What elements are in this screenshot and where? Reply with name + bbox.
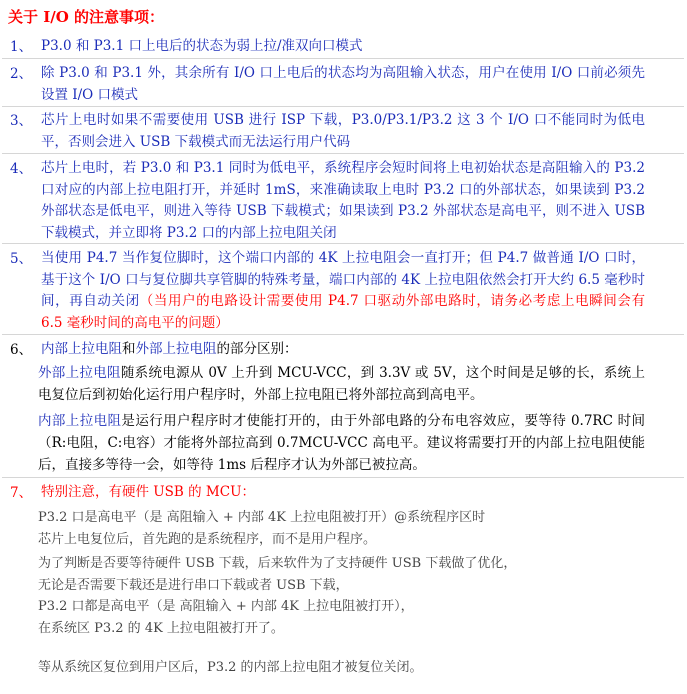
heading-suffix: 的部分区别： xyxy=(216,341,298,357)
item-number: 3、 xyxy=(10,113,33,129)
item-text: P3.0 和 P3.1 口上电后的状态为弱上拉/准双向口模式 xyxy=(41,38,363,54)
item-number: 7、 xyxy=(10,485,33,501)
usb-note-paragraph-1 xyxy=(38,507,645,550)
external-pullup-label: 外部上拉电阻 xyxy=(38,365,121,381)
item-text: 除 P3.0 和 P3.1 外，其余所有 I/O 口上电后的状态均为高阻输入状态，用户在使用 I/O 口前必须先设置 I/O 口模式 xyxy=(41,65,645,103)
item-text xyxy=(41,248,645,334)
divider xyxy=(2,153,684,154)
usb-note-line: P3.2 口是高电平（是 高阻输入 + 内部 4K 上拉电阻被打开）@系统程序区时 xyxy=(38,510,486,525)
internal-pullup-paragraph xyxy=(38,410,645,476)
item-text: 芯片上电时，若 P3.0 和 P3.1 同时为低电平，系统程序会短时间将上电初始状态是高阻输入的 P3.2 口对应的内部上拉电阻打开，并延时 1mS，来准确读取上电时 P3.2 口的外部状态，如果读到 P3.2 外部状态是低电平，则进入等待 USB 下载模式；如果读到 P3.2 外部状态是高电平，则不进入 USB 下载模式，并立即将 P3.2 口的内部上拉电阻关闭 xyxy=(41,160,645,241)
usb-note-paragraph-2 xyxy=(38,553,645,639)
usb-note-line: P3.2 口都是高电平（是 高阻输入 + 内部 4K 上拉电阻被打开）， xyxy=(38,599,414,614)
item-number: 2、 xyxy=(10,66,33,82)
divider xyxy=(2,58,684,59)
internal-pullup-label: 内部上拉电阻 xyxy=(38,413,122,429)
usb-note-line: 为了判断是否要等待硬件 USB 下载，后来软件为了支持硬件 USB 下载做了优化， xyxy=(38,556,517,571)
item-warning-note: （当用户的电路设计需要使用 P4.7 口驱动外部电路时，请务必考虑上电瞬间会有 6.5 毫秒时间的高电平的问题） xyxy=(41,293,645,331)
item-text-main: 当使用 P4.7 当作复位脚时，这个端口内部的 4K 上拉电阻会一直打开；但 P4.7 做普通 I/O 口时，基于这个 I/O 口与复位脚共享管脚的特殊考量，端口内部的 4K 上拉电阻依然会打开大约 6.5 毫秒时间，再自动关闭 xyxy=(41,250,645,309)
divider xyxy=(2,243,684,244)
divider xyxy=(2,334,684,335)
usb-note-line: 等从系统区复位到用户区后，P3.2 的内部上拉电阻才被复位关闭。 xyxy=(38,660,423,675)
item-number: 6、 xyxy=(10,342,33,358)
page-title: 关于 I/O 的注意事项： xyxy=(8,8,165,26)
usb-note-line: 无论是否需要下载还是进行串口下载或者 USB 下载， xyxy=(38,577,349,593)
usb-note-line: 芯片上电复位后，首先跑的是系统程序，而不是用户程序。 xyxy=(38,531,377,547)
external-pullup-text: 随系统电源从 0V 上升到 MCU-VCC，到 3.3V 或 5V，这个时间是足够的长，系统上电复位后到初始化运行用户程序时，外部上拉电阻已将外部拉高到高电平。 xyxy=(38,365,645,403)
external-pullup-term: 外部上拉电阻 xyxy=(135,341,217,357)
item-number: 5、 xyxy=(10,251,33,267)
item-text: 芯片上电时如果不需要使用 USB 进行 ISP 下载，P3.0/P3.1/P3.2 这 3 个 I/O 口不能同时为低电平，否则会进入 USB 下载模式而无法运行用户代码 xyxy=(41,112,645,150)
external-pullup-paragraph xyxy=(38,362,645,406)
internal-pullup-text: 是运行用户程序时才使能打开的，由于外部电路的分布电容效应，要等待 0.7RC 时间（R:电阻，C:电容）才能将外部拉高到 0.7MCU-VCC 高电平。建议将需要打开的内部上拉电阻使能后，直接多等待一会，如等待 1ms 后程序才认为外部已被拉高。 xyxy=(38,413,646,473)
usb-note-line: 在系统区 P3.2 的 4K 上拉电阻被打开了。 xyxy=(38,620,284,636)
item-number: 4、 xyxy=(10,161,33,177)
divider xyxy=(2,477,684,478)
item-number: 1、 xyxy=(10,39,33,55)
usb-note-paragraph-3 xyxy=(38,657,645,679)
conjunction: 和 xyxy=(122,341,136,357)
item-text: 特别注意，有硬件 USB 的 MCU： xyxy=(41,484,255,500)
item-heading xyxy=(41,339,645,361)
internal-pullup-term: 内部上拉电阻 xyxy=(41,341,122,357)
divider xyxy=(2,106,684,107)
